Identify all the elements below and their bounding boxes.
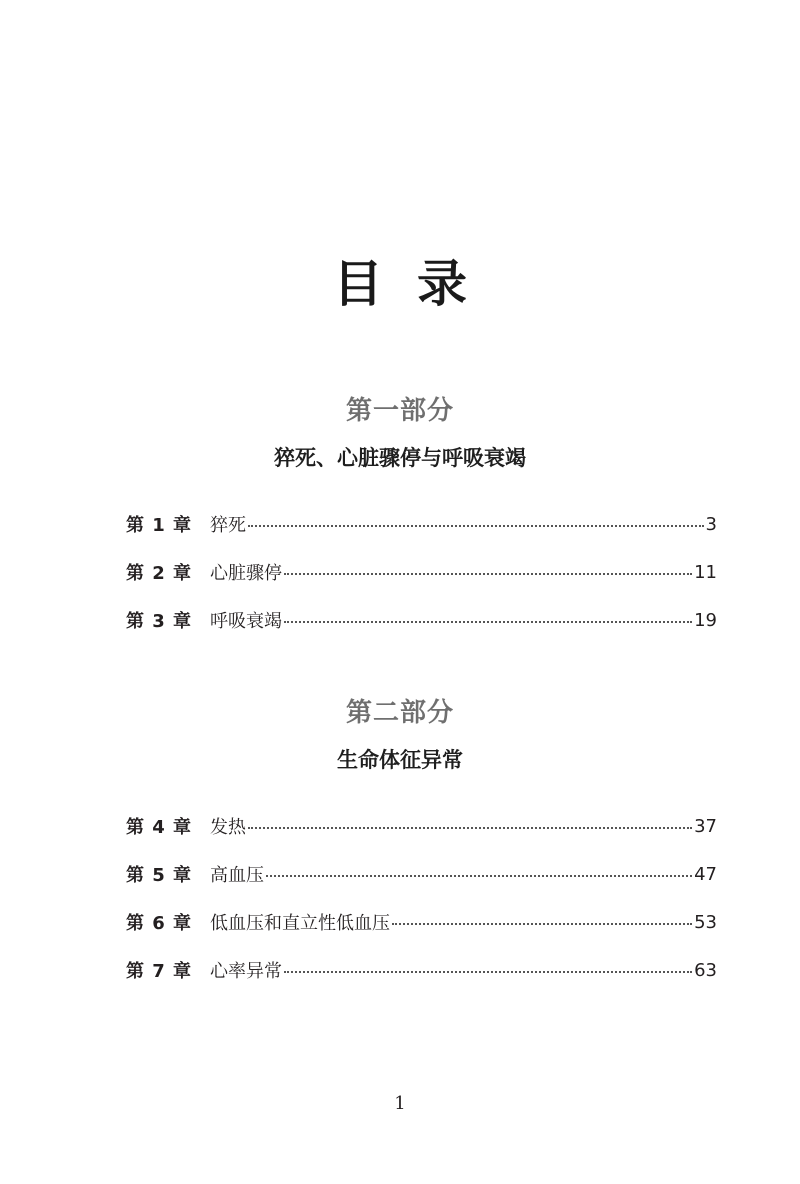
chapter-title: 呼吸衰竭 (210, 611, 282, 632)
toc-entry-chapter-1[interactable] (126, 500, 717, 548)
chapter-page-number: 63 (694, 959, 717, 981)
chapter-title: 低血压和直立性低血压 (210, 913, 390, 934)
toc-entry-chapter-7[interactable] (126, 946, 717, 994)
toc-entry-chapter-5[interactable] (126, 850, 717, 898)
toc-entry-chapter-2[interactable] (126, 548, 717, 596)
chapter-title: 高血压 (210, 865, 264, 886)
chapter-number: 第 2 章 (126, 563, 193, 584)
chapter-title: 发热 (210, 817, 246, 838)
chapter-number: 第 7 章 (126, 961, 193, 982)
part-1-subtitle: 猝死、心脏骤停与呼吸衰竭 (274, 445, 526, 470)
chapter-title: 猝死 (210, 515, 246, 536)
chapter-number: 第 3 章 (126, 611, 193, 632)
toc-entry-chapter-4[interactable] (126, 802, 717, 850)
part-2-label: 第二部分 (345, 698, 454, 728)
toc-entry-chapter-6[interactable] (126, 898, 717, 946)
toc-entry-chapter-3[interactable] (126, 596, 717, 644)
page-title: 目录 (333, 254, 501, 313)
dot-leader (284, 573, 692, 575)
chapter-page-number: 47 (694, 863, 717, 885)
dot-leader (392, 923, 692, 925)
dot-leader (284, 971, 692, 973)
chapter-title: 心率异常 (210, 961, 282, 982)
chapter-title: 心脏骤停 (210, 563, 282, 584)
part-2-subtitle: 生命体征异常 (337, 747, 463, 772)
dot-leader (266, 875, 692, 877)
dot-leader (284, 621, 692, 623)
chapter-page-number: 37 (694, 815, 717, 837)
part-1-chapter-list (126, 500, 717, 644)
dot-leader (248, 827, 692, 829)
part-2-chapter-list (126, 802, 717, 994)
part-1-label: 第一部分 (345, 396, 454, 426)
chapter-number: 第 5 章 (126, 865, 193, 886)
chapter-number: 第 4 章 (126, 817, 193, 838)
chapter-page-number: 3 (705, 513, 717, 535)
chapter-page-number: 11 (694, 561, 717, 583)
dot-leader (248, 525, 704, 527)
chapter-page-number: 53 (694, 911, 717, 933)
page-number: 1 (394, 1093, 406, 1114)
chapter-number: 第 6 章 (126, 913, 193, 934)
chapter-number: 第 1 章 (126, 515, 193, 536)
chapter-page-number: 19 (694, 609, 717, 631)
